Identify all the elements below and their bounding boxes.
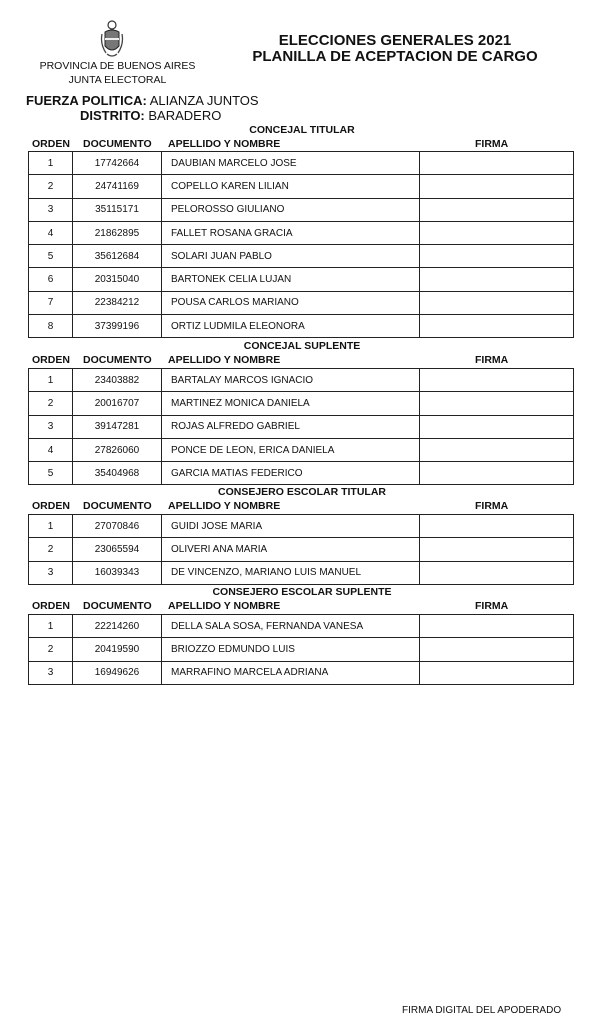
orden-cell: 3: [29, 198, 73, 221]
orden-cell: 6: [29, 268, 73, 291]
table-row: [29, 369, 574, 392]
nombre-cell: ORTIZ LUDMILA ELEONORA: [162, 315, 420, 338]
title-line-1: ELECCIONES GENERALES 2021: [278, 32, 512, 49]
nombre-cell: PONCE DE LEON, ERICA DANIELA: [162, 438, 420, 461]
column-header-documento: DOCUMENTO: [83, 500, 152, 512]
nombre-cell: ROJAS ALFREDO GABRIEL: [162, 415, 420, 438]
nombre-cell: MARTINEZ MONICA DANIELA: [162, 392, 420, 415]
section-table: [28, 151, 574, 338]
coat-of-arms-icon: [100, 20, 124, 60]
table-row: [29, 615, 574, 638]
column-header-nombre: APELLIDO Y NOMBRE: [168, 500, 281, 512]
documento-cell: 35115171: [73, 198, 162, 221]
firma-cell[interactable]: [420, 462, 574, 485]
column-header-orden: ORDEN: [32, 500, 70, 512]
distrito-line: [80, 108, 221, 123]
nombre-cell: GARCIA MATIAS FEDERICO: [162, 462, 420, 485]
column-header-firma: FIRMA: [475, 500, 509, 512]
nombre-cell: OLIVERI ANA MARIA: [162, 538, 420, 561]
documento-cell: 23065594: [73, 538, 162, 561]
nombre-cell: DELLA SALA SOSA, FERNANDA VANESA: [162, 615, 420, 638]
firma-cell[interactable]: [420, 638, 574, 661]
digital-signature-label: FIRMA DIGITAL DEL APODERADO: [402, 1005, 562, 1016]
firma-cell[interactable]: [420, 515, 574, 538]
table-row: [29, 515, 574, 538]
firma-cell[interactable]: [420, 392, 574, 415]
column-header-orden: ORDEN: [32, 138, 70, 150]
firma-cell[interactable]: [420, 221, 574, 244]
table-row: [29, 392, 574, 415]
section-table: [28, 514, 574, 585]
documento-cell: 20419590: [73, 638, 162, 661]
orden-cell: 3: [29, 661, 73, 684]
nombre-cell: MARRAFINO MARCELA ADRIANA: [162, 661, 420, 684]
section-table: [28, 614, 574, 685]
documento-cell: 35612684: [73, 245, 162, 268]
section-title: CONCEJAL SUPLENTE: [243, 340, 361, 352]
documento-cell: 20315040: [73, 268, 162, 291]
column-header-orden: ORDEN: [32, 600, 70, 612]
documento-cell: 16949626: [73, 661, 162, 684]
documento-cell: 27826060: [73, 438, 162, 461]
documento-cell: 16039343: [73, 561, 162, 584]
table-row: [29, 245, 574, 268]
firma-cell[interactable]: [420, 438, 574, 461]
documento-cell: 37399196: [73, 315, 162, 338]
table-row: [29, 268, 574, 291]
orden-cell: 2: [29, 392, 73, 415]
section-title: CONCEJAL TITULAR: [249, 124, 355, 136]
column-header-firma: FIRMA: [475, 138, 509, 150]
nombre-cell: DAUBIAN MARCELO JOSE: [162, 152, 420, 175]
orden-cell: 2: [29, 538, 73, 561]
title-line-2: PLANILLA DE ACEPTACION DE CARGO: [252, 48, 538, 65]
nombre-cell: PELOROSSO GIULIANO: [162, 198, 420, 221]
section-title: CONSEJERO ESCOLAR TITULAR: [217, 486, 386, 498]
firma-cell[interactable]: [420, 315, 574, 338]
table-row: [29, 198, 574, 221]
orden-cell: 1: [29, 615, 73, 638]
nombre-cell: POUSA CARLOS MARIANO: [162, 291, 420, 314]
column-header-documento: DOCUMENTO: [83, 600, 152, 612]
table-row: [29, 315, 574, 338]
distrito-value: BARADERO: [148, 108, 222, 123]
firma-cell[interactable]: [420, 245, 574, 268]
column-header-firma: FIRMA: [475, 354, 509, 366]
fuerza-politica-label: FUERZA POLITICA:: [26, 93, 147, 108]
nombre-cell: FALLET ROSANA GRACIA: [162, 221, 420, 244]
fuerza-politica-line: [26, 93, 259, 108]
firma-cell[interactable]: [420, 268, 574, 291]
orden-cell: 7: [29, 291, 73, 314]
documento-cell: 27070846: [73, 515, 162, 538]
nombre-cell: BRIOZZO EDMUNDO LUIS: [162, 638, 420, 661]
nombre-cell: DE VINCENZO, MARIANO LUIS MANUEL: [162, 561, 420, 584]
column-header-documento: DOCUMENTO: [83, 354, 152, 366]
table-row: [29, 291, 574, 314]
firma-cell[interactable]: [420, 175, 574, 198]
firma-cell[interactable]: [420, 615, 574, 638]
documento-cell: 22384212: [73, 291, 162, 314]
province-name: PROVINCIA DE BUENOS AIRES: [39, 60, 196, 72]
documento-cell: 17742664: [73, 152, 162, 175]
firma-cell[interactable]: [420, 291, 574, 314]
documento-cell: 24741169: [73, 175, 162, 198]
orden-cell: 5: [29, 245, 73, 268]
nombre-cell: BARTALAY MARCOS IGNACIO: [162, 369, 420, 392]
documento-cell: 23403882: [73, 369, 162, 392]
orden-cell: 1: [29, 369, 73, 392]
section-table: [28, 368, 574, 485]
table-row: [29, 561, 574, 584]
table-row: [29, 661, 574, 684]
firma-cell[interactable]: [420, 415, 574, 438]
documento-cell: 35404968: [73, 462, 162, 485]
documento-cell: 20016707: [73, 392, 162, 415]
table-row: [29, 175, 574, 198]
electoral-board: JUNTA ELECTORAL: [68, 74, 167, 86]
orden-cell: 2: [29, 175, 73, 198]
table-row: [29, 462, 574, 485]
table-row: [29, 438, 574, 461]
table-row: [29, 152, 574, 175]
nombre-cell: SOLARI JUAN PABLO: [162, 245, 420, 268]
column-header-orden: ORDEN: [32, 354, 70, 366]
orden-cell: 8: [29, 315, 73, 338]
table-row: [29, 415, 574, 438]
fuerza-politica-value: ALIANZA JUNTOS: [149, 93, 259, 108]
documento-cell: 22214260: [73, 615, 162, 638]
orden-cell: 3: [29, 561, 73, 584]
nombre-cell: GUIDI JOSE MARIA: [162, 515, 420, 538]
firma-cell[interactable]: [420, 152, 574, 175]
table-row: [29, 638, 574, 661]
orden-cell: 4: [29, 221, 73, 244]
section-title: CONSEJERO ESCOLAR SUPLENTE: [212, 586, 392, 598]
orden-cell: 4: [29, 438, 73, 461]
documento-cell: 39147281: [73, 415, 162, 438]
distrito-label: DISTRITO:: [80, 108, 145, 123]
documento-cell: 21862895: [73, 221, 162, 244]
province-heading: [30, 59, 205, 87]
firma-cell[interactable]: [420, 369, 574, 392]
column-header-nombre: APELLIDO Y NOMBRE: [168, 138, 281, 150]
column-header-firma: FIRMA: [475, 600, 509, 612]
orden-cell: 2: [29, 638, 73, 661]
document-title: [236, 33, 554, 65]
table-row: [29, 221, 574, 244]
nombre-cell: BARTONEK CELIA LUJAN: [162, 268, 420, 291]
firma-cell[interactable]: [420, 561, 574, 584]
column-header-nombre: APELLIDO Y NOMBRE: [168, 354, 281, 366]
firma-cell[interactable]: [420, 538, 574, 561]
nombre-cell: COPELLO KAREN LILIAN: [162, 175, 420, 198]
firma-cell[interactable]: [420, 198, 574, 221]
orden-cell: 3: [29, 415, 73, 438]
orden-cell: 1: [29, 152, 73, 175]
column-header-nombre: APELLIDO Y NOMBRE: [168, 600, 281, 612]
orden-cell: 5: [29, 462, 73, 485]
orden-cell: 1: [29, 515, 73, 538]
column-header-documento: DOCUMENTO: [83, 138, 152, 150]
table-row: [29, 538, 574, 561]
firma-cell[interactable]: [420, 661, 574, 684]
